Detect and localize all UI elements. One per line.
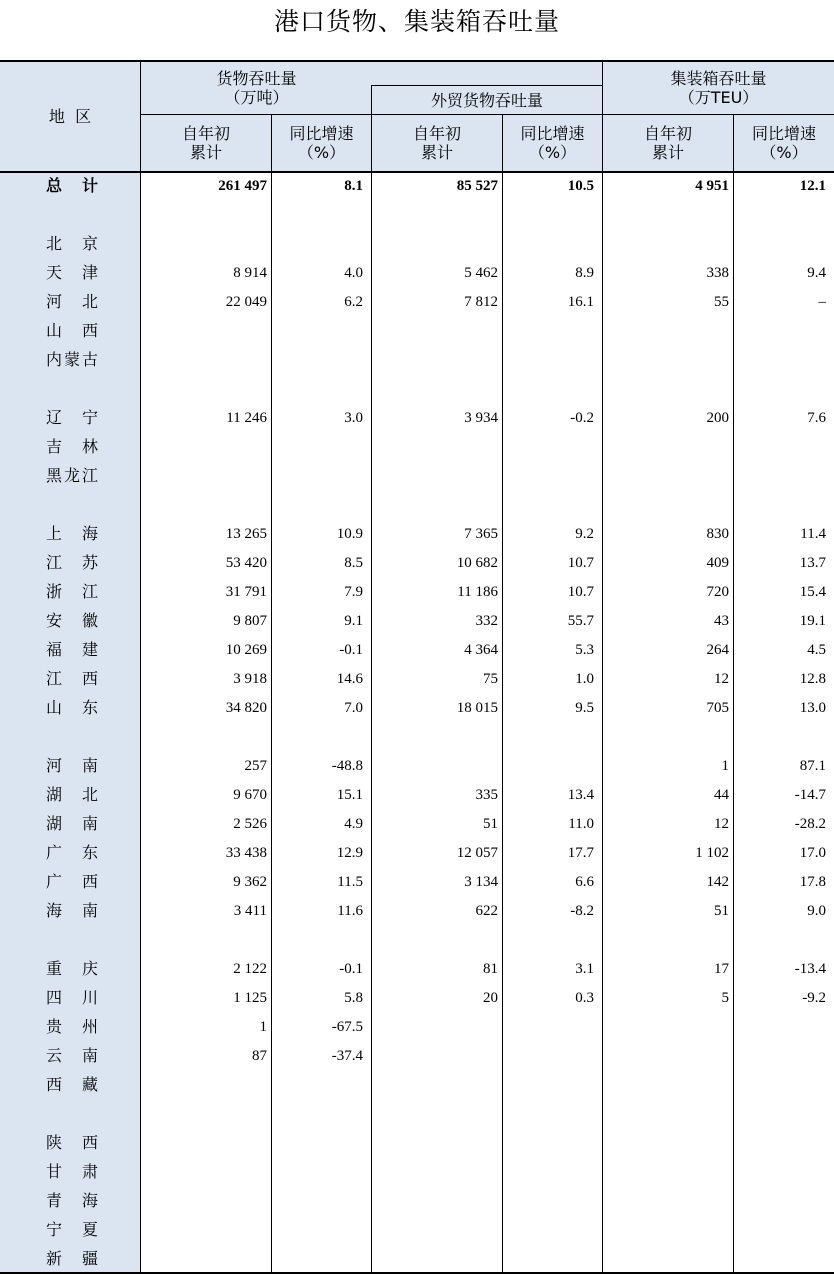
cell-foreign-g: 10.7 (567, 584, 594, 600)
cell-cargo-g: 8.1 (344, 178, 363, 194)
header-foreign-ytd: 自年初 累计 (412, 124, 461, 162)
cell-teu: 720 (706, 584, 729, 600)
region-name: 福 建 (46, 640, 98, 659)
cell-cargo-g: -48.8 (331, 758, 363, 774)
region-name: 重 庆 (46, 959, 98, 978)
cell-teu: 17 (714, 961, 729, 977)
cell-cargo: 9 362 (233, 874, 267, 890)
cell-teu: 55 (714, 294, 729, 310)
cell-foreign-g: 3.1 (575, 961, 594, 977)
cell-cargo: 31 791 (225, 584, 267, 600)
cell-cargo: 8 914 (233, 265, 267, 281)
cell-foreign: 622 (475, 903, 498, 919)
cell-foreign-g: 10.5 (567, 178, 594, 194)
cell-foreign-g: 10.7 (567, 555, 594, 571)
region-name: 浙 江 (46, 582, 98, 601)
cell-teu: 1 102 (695, 845, 729, 861)
cell-foreign: 3 134 (464, 874, 498, 890)
region-name: 山 西 (46, 321, 98, 340)
region-name: 总 计 (46, 176, 98, 195)
cell-teu: 409 (706, 555, 729, 571)
cell-teu: 200 (706, 410, 729, 426)
cell-cargo-g: 5.8 (344, 990, 363, 1006)
header-teu-yoy: 同比增速 （%） (751, 124, 816, 162)
region-name: 云 南 (46, 1046, 98, 1065)
region-name: 新 疆 (46, 1249, 98, 1268)
rule-header-bottom (0, 171, 834, 173)
region-name: 广 西 (46, 872, 98, 891)
cell-foreign: 5 462 (464, 265, 498, 281)
cell-cargo: 2 122 (233, 961, 267, 977)
cell-teu-g: 12.1 (799, 178, 826, 194)
region-name: 江 西 (46, 669, 98, 688)
cell-cargo-g: 8.5 (344, 555, 363, 571)
col-divider-3 (371, 85, 372, 1273)
cell-foreign: 335 (475, 787, 498, 803)
cell-foreign-g: 17.7 (567, 845, 594, 861)
region-name: 吉 林 (46, 437, 98, 456)
cell-foreign-g: -8.2 (570, 903, 594, 919)
cell-teu: 338 (706, 265, 729, 281)
cell-teu: 44 (714, 787, 729, 803)
cell-teu-g: 87.1 (799, 758, 826, 774)
header-region: 地 区 (48, 107, 92, 126)
cell-teu: 5 (721, 990, 729, 1006)
cell-foreign: 10 682 (456, 555, 498, 571)
cell-cargo-g: 7.9 (344, 584, 363, 600)
cell-teu: 830 (706, 526, 729, 542)
cell-cargo-g: -0.1 (339, 642, 363, 658)
cell-cargo: 11 246 (226, 410, 267, 426)
cell-cargo: 3 918 (233, 671, 267, 687)
cell-teu-g: 11.4 (800, 526, 826, 542)
cell-foreign: 7 365 (464, 526, 498, 542)
cell-foreign-g: -0.2 (570, 410, 594, 426)
cell-teu-g: -13.4 (794, 961, 826, 977)
cell-foreign: 75 (483, 671, 498, 687)
cell-foreign: 18 015 (456, 700, 498, 716)
region-name: 青 海 (46, 1191, 98, 1210)
cell-foreign-g: 0.3 (575, 990, 594, 1006)
cell-foreign: 7 812 (464, 294, 498, 310)
cell-teu: 43 (714, 613, 729, 629)
cell-teu-g: 13.0 (799, 700, 826, 716)
header-container-group: 集装箱吞吐量 （万TEU） (670, 69, 767, 107)
cell-cargo-g: 9.1 (344, 613, 363, 629)
region-name: 辽 宁 (46, 408, 98, 427)
header-teu-ytd: 自年初 累计 (643, 124, 692, 162)
cell-foreign-g: 11.0 (568, 816, 594, 832)
cell-teu-g: 19.1 (799, 613, 826, 629)
region-name: 陕 西 (46, 1133, 98, 1152)
cell-teu: 4 951 (695, 178, 729, 194)
cell-cargo-g: 6.2 (344, 294, 363, 310)
cell-foreign-g: 5.3 (575, 642, 594, 658)
cell-cargo: 9 670 (233, 787, 267, 803)
region-name: 湖 北 (46, 785, 98, 804)
header-foreign-yoy: 同比增速 （%） (520, 124, 585, 162)
cell-teu: 142 (706, 874, 729, 890)
cell-foreign: 81 (483, 961, 498, 977)
cell-cargo: 3 411 (233, 903, 267, 919)
cell-teu-g: 9.4 (807, 265, 826, 281)
cell-cargo: 22 049 (225, 294, 267, 310)
cell-cargo: 13 265 (225, 526, 267, 542)
cell-foreign: 85 527 (456, 178, 498, 194)
cell-teu: 51 (714, 903, 729, 919)
cell-cargo-g: 7.0 (344, 700, 363, 716)
cell-cargo-g: 11.6 (337, 903, 363, 919)
region-name: 安 徽 (46, 611, 98, 630)
header-cargo-group: 货物吞吐量 （万吨） (216, 69, 297, 107)
cell-foreign: 51 (483, 816, 498, 832)
cell-teu-g: -28.2 (794, 816, 826, 832)
cell-teu-g: 7.6 (807, 410, 826, 426)
col-divider-6 (733, 115, 734, 1273)
cell-cargo: 2 526 (233, 816, 267, 832)
region-name: 宁 夏 (46, 1220, 98, 1239)
cell-cargo-g: 11.5 (337, 874, 363, 890)
region-name: 山 东 (46, 698, 98, 717)
cell-foreign-g: 1.0 (575, 671, 594, 687)
page-title: 港口货物、集装箱吞吐量 (273, 7, 560, 36)
cell-teu-g: 15.4 (799, 584, 826, 600)
cell-teu-g: -14.7 (794, 787, 826, 803)
region-name: 天 津 (46, 263, 98, 282)
cell-cargo-g: -0.1 (339, 961, 363, 977)
cell-teu: 705 (706, 700, 729, 716)
header-foreign-group: 外贸货物吞吐量 (430, 90, 543, 110)
region-name: 北 京 (46, 234, 98, 253)
region-name: 河 北 (46, 292, 98, 311)
region-name: 西 藏 (46, 1075, 98, 1094)
cell-cargo-g: 4.0 (344, 265, 363, 281)
cell-teu-g: 9.0 (807, 903, 826, 919)
cell-foreign: 3 934 (464, 410, 498, 426)
cell-teu-g: 17.0 (799, 845, 826, 861)
col-divider-2 (271, 115, 272, 1273)
cell-foreign: 20 (483, 990, 498, 1006)
region-name: 广 东 (46, 843, 98, 862)
cell-teu-g: 4.5 (807, 642, 826, 658)
cell-teu: 12 (714, 816, 729, 832)
cell-foreign-g: 16.1 (567, 294, 594, 310)
cell-foreign-g: 55.7 (567, 613, 594, 629)
cell-cargo: 87 (252, 1048, 267, 1064)
cell-teu: 12 (714, 671, 729, 687)
cell-foreign-g: 13.4 (567, 787, 594, 803)
cell-cargo: 53 420 (225, 555, 267, 571)
region-name: 江 苏 (46, 553, 98, 572)
cell-foreign: 332 (475, 613, 498, 629)
cell-foreign: 4 364 (464, 642, 498, 658)
cell-cargo: 33 438 (225, 845, 267, 861)
cell-teu-g: 12.8 (799, 671, 826, 687)
cell-cargo-g: 14.6 (336, 671, 363, 687)
cell-cargo: 257 (244, 758, 267, 774)
cell-teu-g: -9.2 (802, 990, 826, 1006)
region-name: 内蒙古 (46, 350, 98, 369)
col-divider-4 (502, 115, 503, 1273)
cell-foreign: 11 186 (457, 584, 498, 600)
cell-cargo-g: -67.5 (331, 1019, 363, 1035)
cell-teu-g: – (818, 294, 826, 310)
region-name: 河 南 (46, 756, 98, 775)
cell-cargo: 10 269 (225, 642, 267, 658)
header-cargo-ytd: 自年初 累计 (181, 124, 230, 162)
cell-teu: 264 (706, 642, 729, 658)
region-name: 四 川 (46, 988, 98, 1007)
cell-cargo-g: -37.4 (331, 1048, 363, 1064)
cell-foreign-g: 8.9 (575, 265, 594, 281)
cell-cargo-g: 10.9 (336, 526, 363, 542)
cell-foreign: 12 057 (456, 845, 498, 861)
cell-foreign-g: 9.2 (575, 526, 594, 542)
region-name: 湖 南 (46, 814, 98, 833)
header-cargo-yoy: 同比增速 （%） (289, 124, 354, 162)
cell-foreign-g: 6.6 (575, 874, 594, 890)
cell-cargo-g: 12.9 (336, 845, 363, 861)
cell-cargo: 1 (259, 1019, 267, 1035)
col-divider-5 (602, 61, 603, 1273)
cell-cargo: 1 125 (233, 990, 267, 1006)
cell-cargo: 34 820 (225, 700, 267, 716)
cell-cargo-g: 3.0 (344, 410, 363, 426)
region-name: 贵 州 (46, 1017, 98, 1036)
cell-teu-g: 13.7 (799, 555, 826, 571)
cell-cargo-g: 15.1 (336, 787, 363, 803)
region-name: 甘 肃 (46, 1162, 98, 1181)
cell-cargo: 261 497 (218, 178, 267, 194)
region-name: 黑龙江 (46, 466, 98, 485)
cell-teu: 1 (721, 758, 729, 774)
col-divider-1 (140, 61, 141, 1273)
region-name: 海 南 (46, 901, 98, 920)
cell-foreign-g: 9.5 (575, 700, 594, 716)
cell-teu-g: 17.8 (799, 874, 826, 890)
cell-cargo-g: 4.9 (344, 816, 363, 832)
cell-cargo: 9 807 (233, 613, 267, 629)
region-name: 上 海 (46, 524, 98, 543)
